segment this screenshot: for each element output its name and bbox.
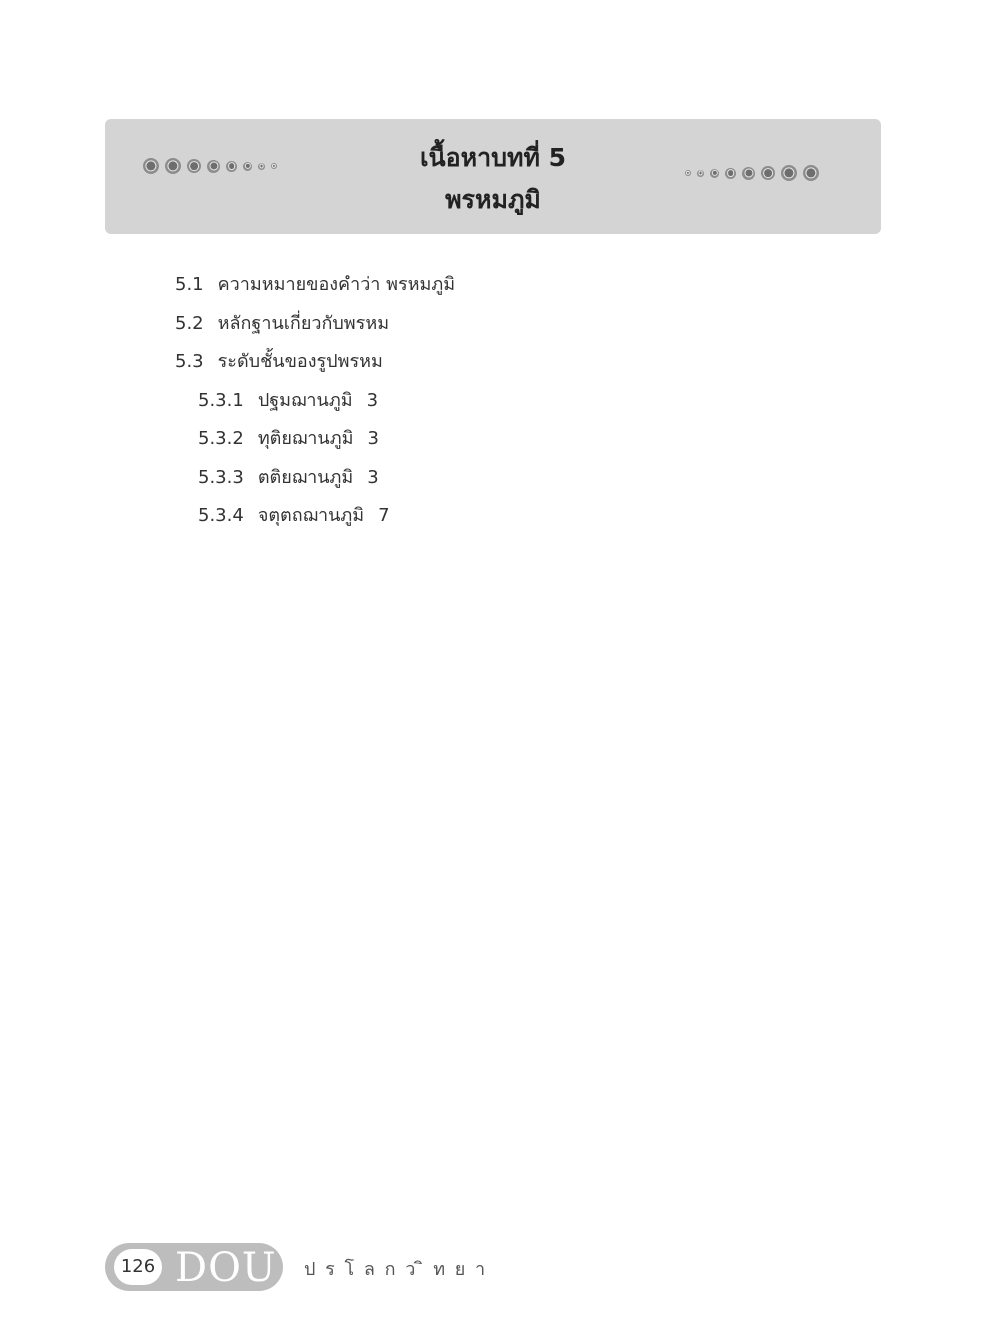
toc-item-title: ทุติยฌานภูมิ	[257, 428, 354, 449]
table-of-contents	[175, 266, 455, 536]
toc-item-number: 5.3.4	[198, 505, 244, 526]
dot-icon	[803, 165, 819, 181]
toc-subitem	[175, 420, 455, 459]
toc-item-title: จตุตถฌานภูมิ	[257, 505, 365, 526]
toc-subitem	[175, 459, 455, 498]
chapter-header	[105, 119, 881, 234]
page-number: 126	[114, 1249, 162, 1285]
decorative-dots-right	[685, 165, 819, 181]
toc-subitem	[175, 497, 455, 536]
toc-item-number: 5.2	[175, 312, 204, 334]
toc-item-title: ปฐมฌานภูมิ	[257, 389, 353, 411]
toc-item-number: 5.3.2	[198, 428, 244, 449]
toc-item-title: ความหมายของคำว่า พรหมภูมิ	[217, 274, 456, 295]
dot-icon	[710, 169, 719, 178]
toc-item-number: 5.3.3	[198, 466, 244, 488]
dot-icon	[742, 167, 755, 180]
dot-icon	[725, 168, 736, 179]
dou-logo: DOU	[175, 1245, 277, 1291]
toc-item-title: ระดับชั้นของรูปพรหม	[217, 351, 383, 372]
toc-item-page: 7	[378, 505, 390, 526]
toc-item-page: 3	[366, 389, 379, 411]
toc-item-title: หลักฐานเกี่ยวกับพรหม	[217, 312, 390, 334]
chapter-title-line2: พรหมภูมิ	[445, 185, 541, 214]
dot-icon	[685, 170, 691, 176]
dot-icon	[761, 166, 775, 180]
toc-item-number: 5.3.1	[198, 389, 244, 411]
toc-item-page: 3	[367, 428, 379, 449]
dot-icon	[697, 170, 704, 177]
toc-item	[175, 305, 455, 344]
footer-badge	[105, 1243, 283, 1291]
toc-item	[175, 266, 455, 305]
course-name-text: ป ร โ ล ก ว ิ ท ย า	[304, 1259, 488, 1280]
toc-item-number: 5.1	[175, 274, 204, 295]
toc-item-number: 5.3	[175, 351, 204, 372]
chapter-title-line1: เนื้อหาบทที่ 5	[419, 143, 567, 172]
toc-subitem	[175, 382, 455, 421]
toc-item-title: ตติยฌานภูมิ	[257, 466, 354, 488]
dot-icon	[781, 165, 797, 181]
course-name	[304, 1256, 487, 1284]
toc-item	[175, 343, 455, 382]
toc-item-page: 3	[367, 466, 379, 488]
